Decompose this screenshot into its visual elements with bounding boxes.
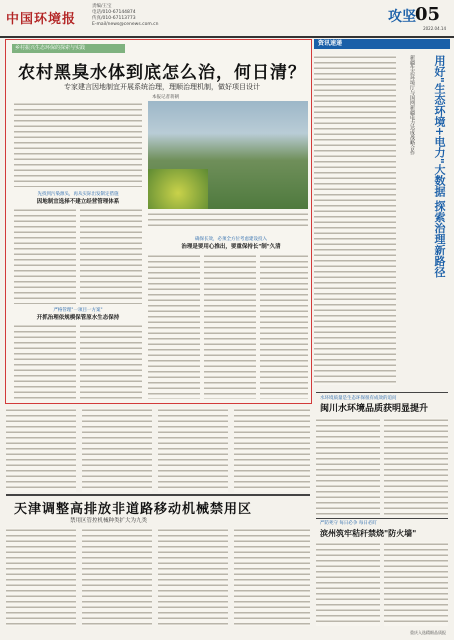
mid-column-a [6, 408, 76, 492]
body-column-2a [148, 254, 200, 399]
feature-headline[interactable]: 农村黑臭水体到底怎么治，何日清？ [18, 63, 306, 83]
photo-caption [148, 212, 308, 230]
body-column-2c [260, 254, 308, 399]
bottom-subhead: 禁用区管控机械种类扩大为九类 [70, 518, 148, 524]
bottom-column-c [158, 528, 228, 626]
story2-headline[interactable]: 闽川水环境品质获明显提升 [320, 404, 429, 414]
subtitle1: 因地制宜选择不建立经营管理体系 [36, 199, 120, 205]
meta-phone: 电话/010-67144874 [92, 10, 136, 15]
story2-column-a [316, 418, 380, 516]
news-vertical-kicker: 新疆生态环境厅与国网新疆电力达成战略合作 [409, 55, 415, 155]
body-column-1a [14, 208, 76, 304]
feature-kicker: 乡村振兴生态环保的探索与实践 [12, 44, 125, 53]
photo-foliage [148, 169, 208, 209]
feature-photo[interactable] [148, 101, 308, 209]
meta-fax: 传真/010-67113773 [92, 16, 136, 21]
masthead-meta [92, 4, 158, 28]
news-brief-panel[interactable] [314, 39, 450, 399]
section-title: 攻坚 [388, 9, 416, 25]
divider-story3 [316, 518, 448, 519]
newspaper-logo: 中国环境报 [6, 12, 77, 27]
story3-column-b [384, 542, 448, 626]
mid-column-d [234, 408, 310, 492]
intro-text-block [14, 102, 142, 187]
news-brief-bar: 资讯速递 [314, 39, 450, 49]
masthead [0, 0, 454, 38]
body-column-3a [14, 324, 76, 399]
feature-article[interactable] [5, 39, 312, 404]
bottom-column-a [6, 528, 76, 626]
body-column-1b [80, 208, 142, 304]
mid-column-b [82, 408, 152, 492]
news-vertical-headline[interactable]: 用好"生态环境+电力"大数据 探索治理新路径 [433, 55, 446, 278]
subtitle2-kicker: 确保长效，必须全方位考虑建设投入 [195, 237, 267, 242]
subtitle3: 开抓治理依规模保管原水生态保持 [36, 315, 120, 321]
news-body-text [314, 55, 396, 385]
meta-email: E-mail/news@cenews.com.cn [92, 22, 159, 27]
mid-column-c [158, 408, 228, 492]
meta-editor: 责编/王宝 [92, 4, 112, 9]
feature-subhead: 专家建言因地制宜开展系统治理，理顺治理机制，做好项目设计 [64, 83, 260, 91]
divider-story2 [316, 392, 448, 393]
subtitle3-kicker: 严格管理"一项目一方案" [53, 308, 103, 313]
bottom-headline[interactable]: 天津调整高排放非道路移动机械禁用区 [14, 502, 253, 517]
story3-kicker: 严防死守 每日必争 每日必盯 [320, 521, 377, 526]
body-column-2b [204, 254, 256, 399]
story2-kicker: 水环境质量是生态环保很有成效的追问 [320, 396, 397, 401]
feature-byline: 本报记者蒋朝 [152, 95, 179, 100]
page-footer: 重庆入选精细品质报 [410, 630, 446, 635]
bottom-column-b [82, 528, 152, 626]
story3-headline[interactable]: 滨州筑牢秸秆禁烧"防火墙" [320, 528, 417, 538]
body-column-3b [80, 324, 142, 399]
divider-bottom [6, 494, 310, 496]
issue-date: 2022.04.14 [423, 26, 446, 31]
page-number: 05 [414, 4, 440, 25]
subtitle2: 治理是要用心推出，要重保持长"制"久清 [181, 244, 281, 250]
story2-column-b [384, 418, 448, 516]
subtitle1-kicker: 先找到污染源头，再从实际出发制定措施 [37, 192, 119, 197]
story3-column-a [316, 542, 380, 626]
bottom-column-d [234, 528, 310, 626]
